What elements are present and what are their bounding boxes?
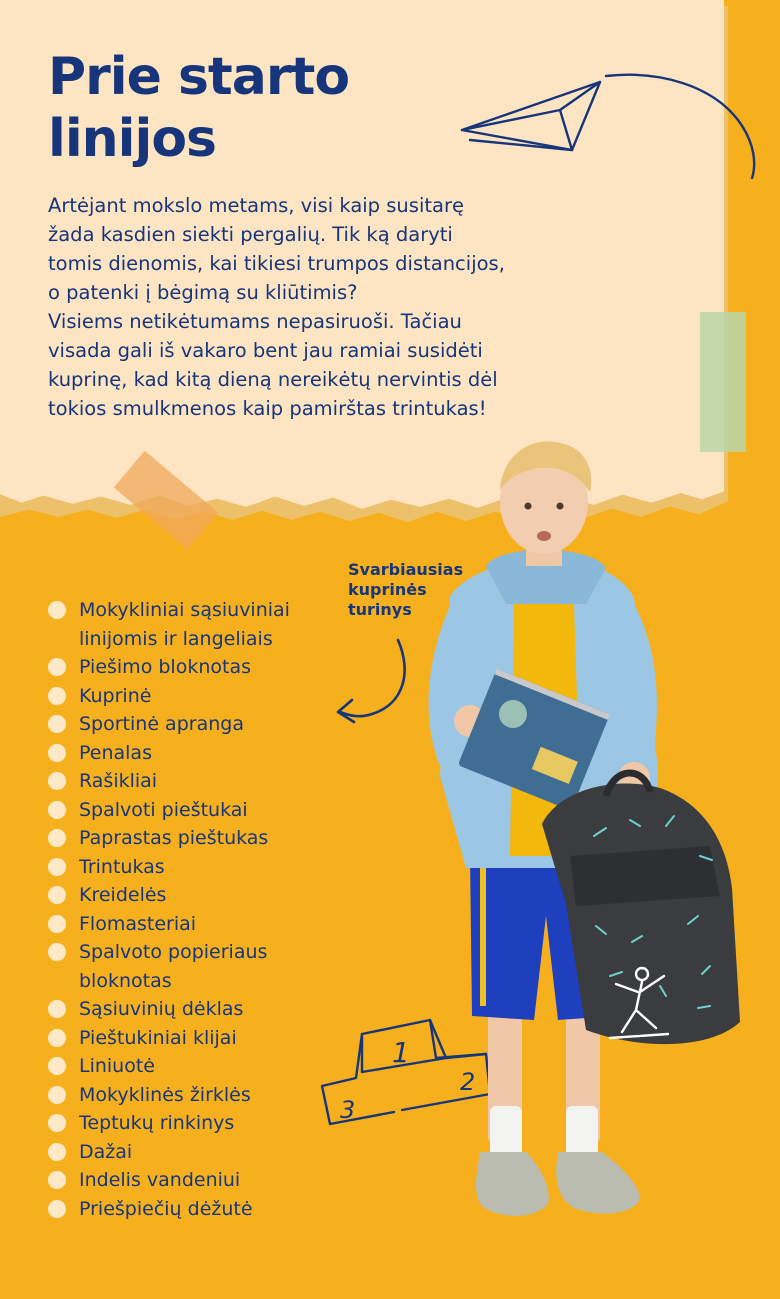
- checklist-item: Piešimo bloknotas: [48, 653, 348, 682]
- bullet-dot-icon: [48, 943, 66, 961]
- checklist-item: Mokyklinės žirklės: [48, 1081, 348, 1110]
- checklist: [48, 596, 348, 1223]
- bullet-dot-icon: [48, 1200, 66, 1218]
- article-intro: Artėjant mokslo metams, visi kaip susitarę žada kasdien siekti pergalių. Tik ką daryti tomis dienomis, kai tikiesi trumpos distancijos, o patenki į bėgimą su kliūtimis? Visiems netikėtumams nepasiruoši. Tačiau visada gali iš vakaro bent jau ramiai susidėti kuprinę, kad kitą dieną nereikėtų nervintis dėl tokios smulkmenos kaip pamirštas trintukas!: [48, 194, 505, 420]
- checklist-item: Rašikliai: [48, 767, 348, 796]
- bullet-dot-icon: [48, 744, 66, 762]
- checklist-item: Penalas: [48, 739, 348, 768]
- bullet-dot-icon: [48, 658, 66, 676]
- podium-second: 2: [460, 1068, 476, 1096]
- checklist-item: Liniuotė: [48, 1052, 348, 1081]
- checklist-item: Kuprinė: [48, 682, 348, 711]
- bullet-dot-icon: [48, 1114, 66, 1132]
- checklist-item: Sportinė apranga: [48, 710, 348, 739]
- podium-third: 3: [340, 1096, 356, 1124]
- bullet-dot-icon: [48, 801, 66, 819]
- checklist-item: Spalvoto popieriaus bloknotas: [48, 938, 348, 995]
- checklist-item: Kreidelės: [48, 881, 348, 910]
- bullet-dot-icon: [48, 915, 66, 933]
- bullet-dot-icon: [48, 1057, 66, 1075]
- checklist-item: Spalvoti pieštukai: [48, 796, 348, 825]
- checklist-item: Mokykliniai sąsiuviniai linijomis ir langeliais: [48, 596, 348, 653]
- bullet-dot-icon: [48, 687, 66, 705]
- checklist-item: Trintukas: [48, 853, 348, 882]
- bullet-dot-icon: [48, 1000, 66, 1018]
- article-title: Prie starto linijos: [48, 47, 350, 169]
- checklist-item: Paprastas pieštukas: [48, 824, 348, 853]
- bullet-dot-icon: [48, 1029, 66, 1047]
- checklist-item: Priešpiečių dėžutė: [48, 1195, 348, 1224]
- bullet-dot-icon: [48, 601, 66, 619]
- tape-strip-green: [700, 312, 746, 452]
- bullet-dot-icon: [48, 1143, 66, 1161]
- podium-first: 1: [392, 1036, 410, 1069]
- bullet-dot-icon: [48, 715, 66, 733]
- checklist-item: Flomasteriai: [48, 910, 348, 939]
- student-photo: [410, 436, 780, 1266]
- bullet-dot-icon: [48, 1171, 66, 1189]
- checklist-item: Sąsiuvinių dėklas: [48, 995, 348, 1024]
- bullet-dot-icon: [48, 829, 66, 847]
- bullet-dot-icon: [48, 886, 66, 904]
- checklist-item: Teptukų rinkinys: [48, 1109, 348, 1138]
- bullet-dot-icon: [48, 1086, 66, 1104]
- bullet-dot-icon: [48, 772, 66, 790]
- callout-text: Svarbiausias kuprinės turinys: [348, 560, 464, 619]
- checklist-item: Dažai: [48, 1138, 348, 1167]
- checklist-item: Pieštukiniai klijai: [48, 1024, 348, 1053]
- checklist-item: Indelis vandeniui: [48, 1166, 348, 1195]
- bullet-dot-icon: [48, 858, 66, 876]
